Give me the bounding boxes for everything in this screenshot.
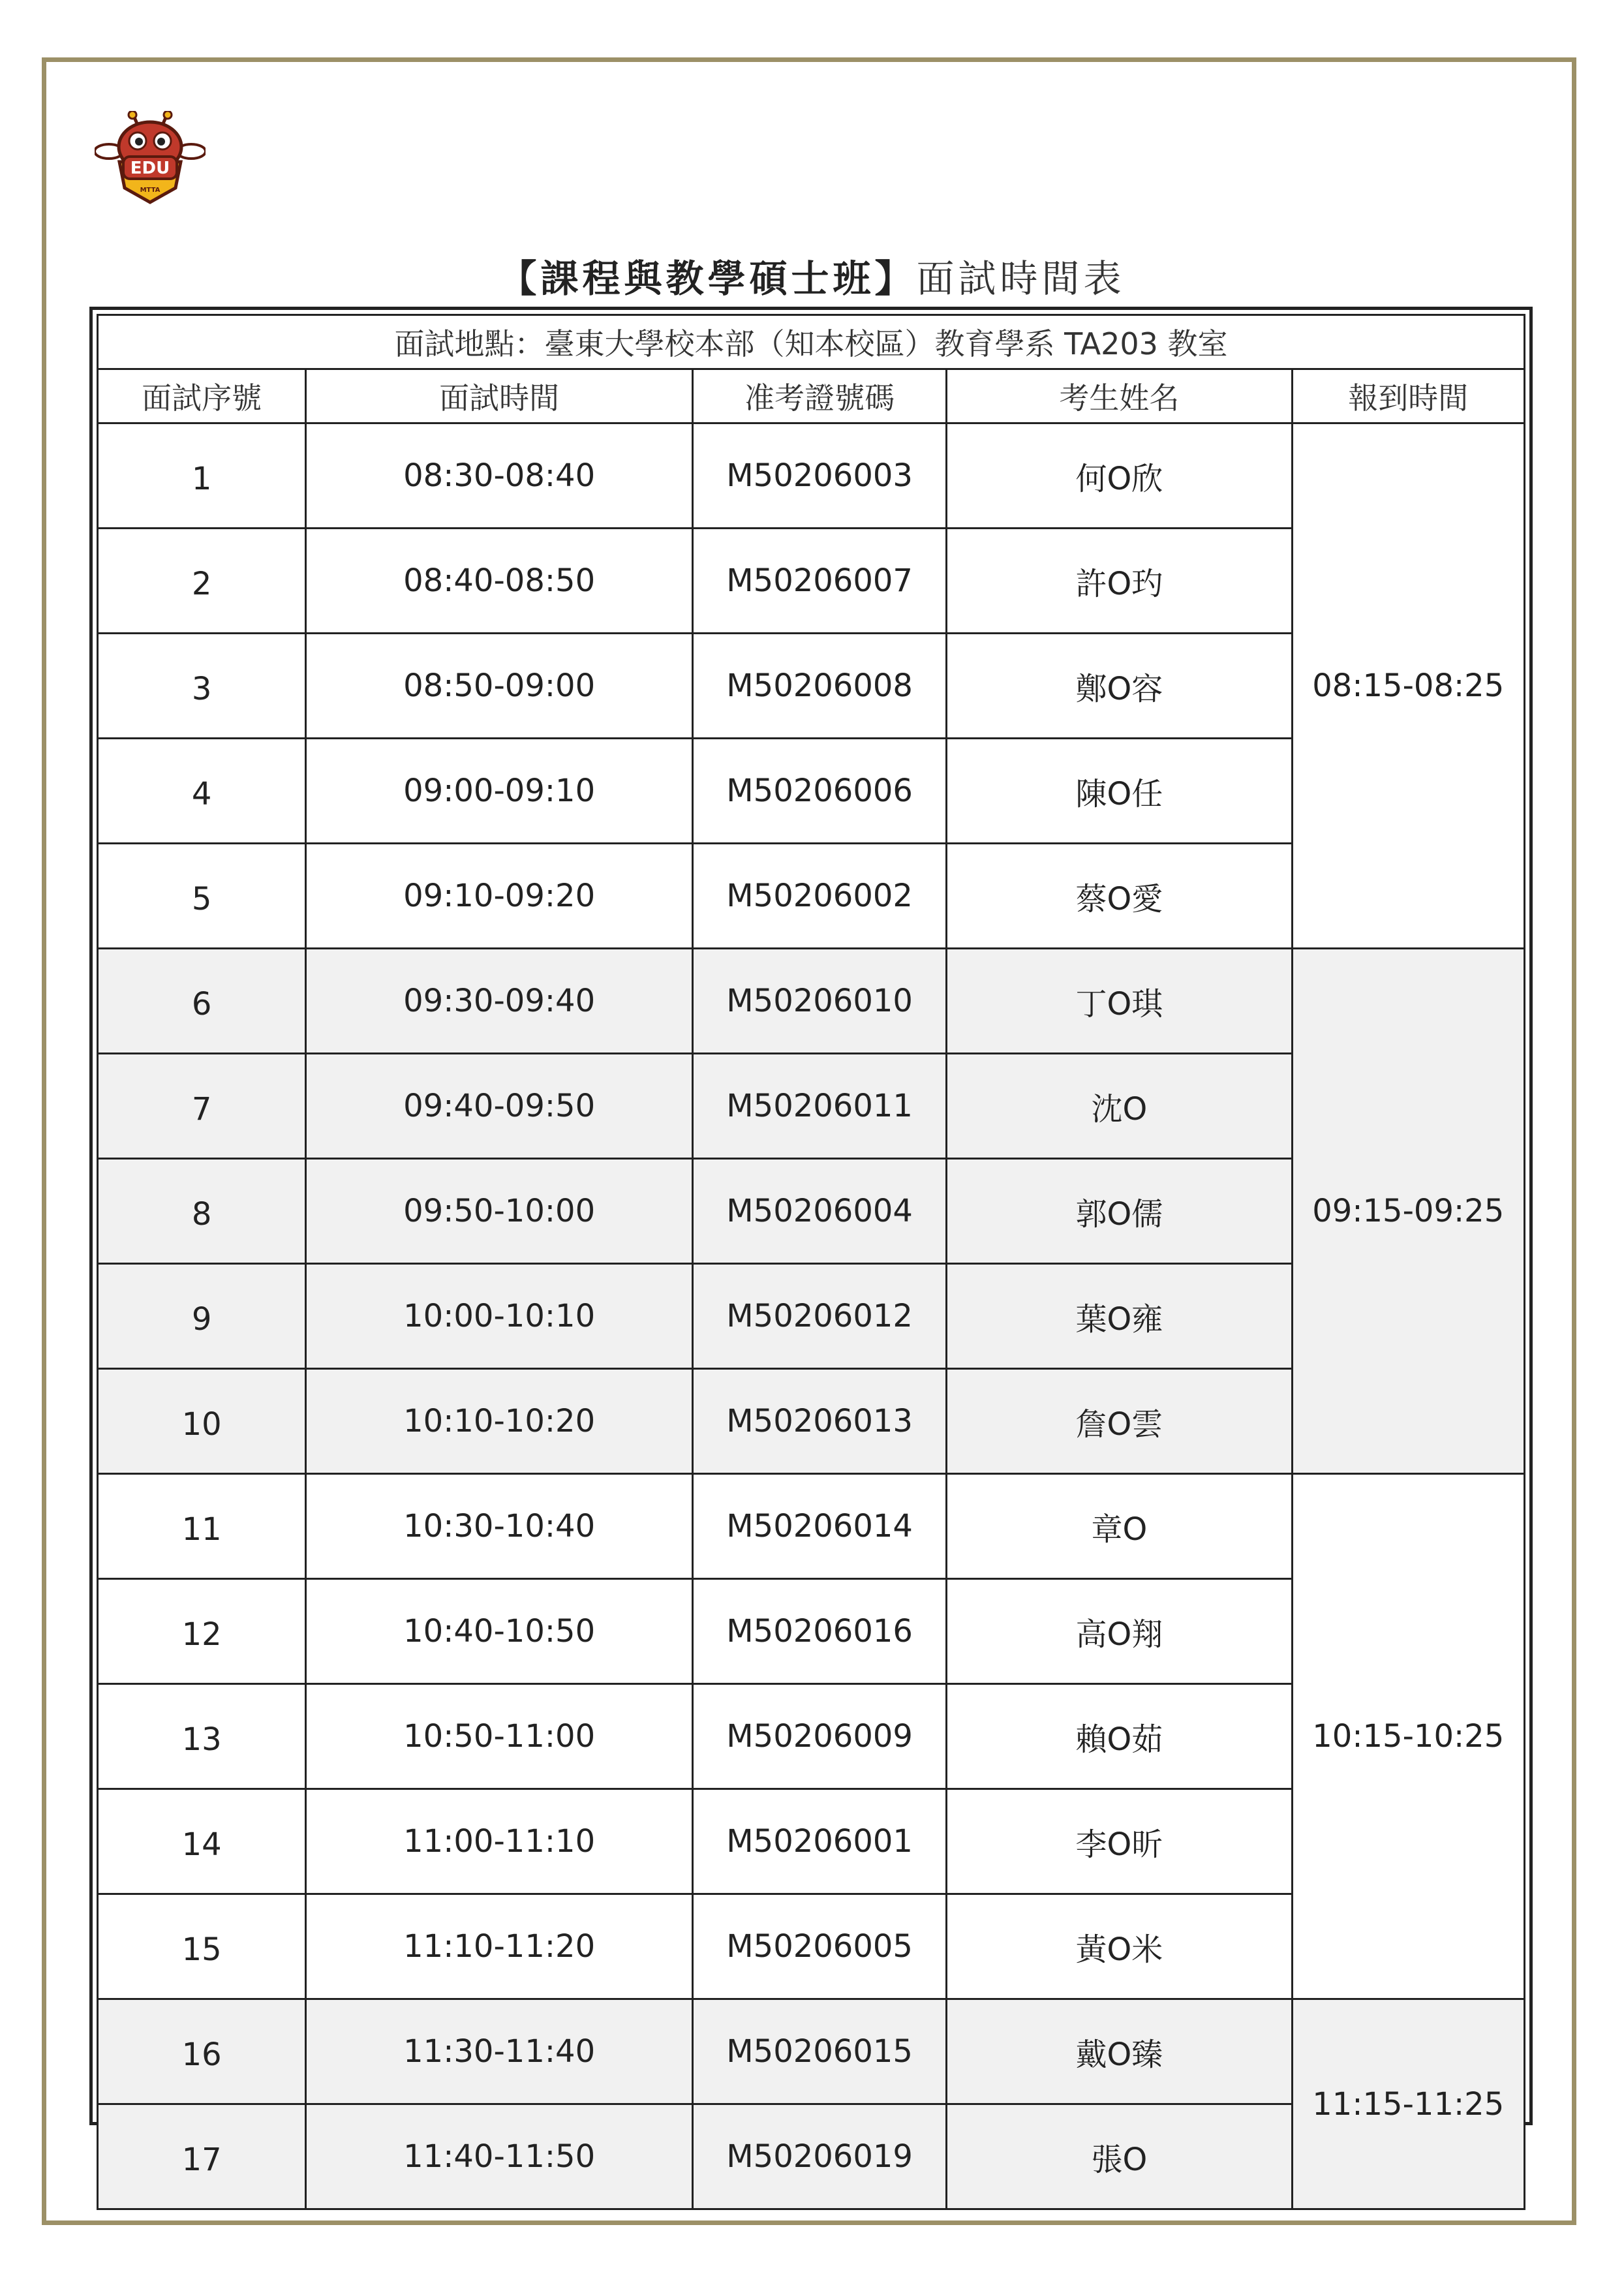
- row-candidate-name: 何O欣: [947, 423, 1292, 529]
- row-exam-id: M50206005: [692, 1894, 946, 1999]
- row-interview-time: 09:50-10:00: [306, 1159, 693, 1264]
- row-exam-id: M50206002: [692, 844, 946, 949]
- row-seq-number: 15: [98, 1894, 306, 1999]
- row-interview-time: 11:00-11:10: [306, 1789, 693, 1894]
- row-interview-time: 11:30-11:40: [306, 1999, 693, 2104]
- report-time-cell: 11:15-11:25: [1292, 1999, 1525, 2209]
- row-exam-id: M50206013: [692, 1369, 946, 1474]
- header-seq: 面試序號: [98, 369, 306, 423]
- row-candidate-name: 郭O儒: [947, 1159, 1292, 1264]
- header-time: 面試時間: [306, 369, 693, 423]
- header-name: 考生姓名: [947, 369, 1292, 423]
- row-interview-time: 09:00-09:10: [306, 739, 693, 844]
- row-candidate-name: 黃O米: [947, 1894, 1292, 1999]
- row-candidate-name: 章O: [947, 1474, 1292, 1579]
- row-seq-number: 6: [98, 949, 306, 1054]
- row-seq-number: 10: [98, 1369, 306, 1474]
- row-exam-id: M50206014: [692, 1474, 946, 1579]
- row-seq-number: 7: [98, 1054, 306, 1159]
- report-time-cell: 09:15-09:25: [1292, 949, 1525, 1474]
- interview-schedule-table: [97, 314, 1525, 2210]
- row-seq-number: 5: [98, 844, 306, 949]
- row-seq-number: 12: [98, 1579, 306, 1684]
- row-seq-number: 16: [98, 1999, 306, 2104]
- row-interview-time: 11:10-11:20: [306, 1894, 693, 1999]
- row-seq-number: 11: [98, 1474, 306, 1579]
- page-title: [0, 249, 1624, 308]
- row-interview-time: 10:40-10:50: [306, 1579, 693, 1684]
- svg-text:EDU: EDU: [130, 159, 170, 178]
- edu-bee-logo: [95, 111, 206, 209]
- row-seq-number: 2: [98, 529, 306, 634]
- row-candidate-name: 戴O臻: [947, 1999, 1292, 2104]
- row-candidate-name: 丁O琪: [947, 949, 1292, 1054]
- location-row: [98, 315, 1525, 369]
- row-exam-id: M50206007: [692, 529, 946, 634]
- row-interview-time: 10:10-10:20: [306, 1369, 693, 1474]
- row-candidate-name: 鄭O容: [947, 634, 1292, 739]
- row-interview-time: 10:00-10:10: [306, 1264, 693, 1369]
- table-row: [98, 423, 1525, 529]
- row-interview-time: 08:30-08:40: [306, 423, 693, 529]
- row-seq-number: 13: [98, 1684, 306, 1789]
- row-candidate-name: 賴O茹: [947, 1684, 1292, 1789]
- report-time-cell: 10:15-10:25: [1292, 1474, 1525, 1999]
- title-bracket-close: 】: [874, 256, 917, 301]
- schedule-table-wrapper: [89, 307, 1533, 2178]
- row-candidate-name: 許O玓: [947, 529, 1292, 634]
- row-exam-id: M50206015: [692, 1999, 946, 2104]
- row-candidate-name: 葉O雍: [947, 1264, 1292, 1369]
- table-row: [98, 1474, 1525, 1579]
- table-row: [98, 949, 1525, 1054]
- table-row: [98, 1999, 1525, 2104]
- header-exam-id: 准考證號碼: [692, 369, 946, 423]
- row-interview-time: 11:40-11:50: [306, 2104, 693, 2209]
- row-interview-time: 08:40-08:50: [306, 529, 693, 634]
- row-interview-time: 09:40-09:50: [306, 1054, 693, 1159]
- row-exam-id: M50206009: [692, 1684, 946, 1789]
- row-seq-number: 9: [98, 1264, 306, 1369]
- row-candidate-name: 蔡O愛: [947, 844, 1292, 949]
- row-seq-number: 14: [98, 1789, 306, 1894]
- title-program: 課程與教學碩士班: [540, 256, 875, 301]
- row-candidate-name: 張O: [947, 2104, 1292, 2209]
- row-exam-id: M50206003: [692, 423, 946, 529]
- row-exam-id: M50206016: [692, 1579, 946, 1684]
- row-candidate-name: 高O翔: [947, 1579, 1292, 1684]
- row-exam-id: M50206004: [692, 1159, 946, 1264]
- row-exam-id: M50206006: [692, 739, 946, 844]
- row-seq-number: 17: [98, 2104, 306, 2209]
- row-candidate-name: 李O昕: [947, 1789, 1292, 1894]
- row-seq-number: 1: [98, 423, 306, 529]
- row-exam-id: M50206011: [692, 1054, 946, 1159]
- row-exam-id: M50206012: [692, 1264, 946, 1369]
- title-bracket-open: 【: [498, 256, 541, 301]
- row-interview-time: 09:10-09:20: [306, 844, 693, 949]
- report-time-cell: 08:15-08:25: [1292, 423, 1525, 949]
- svg-text:MTTA: MTTA: [140, 187, 161, 194]
- row-interview-time: 08:50-09:00: [306, 634, 693, 739]
- row-candidate-name: 詹O雲: [947, 1369, 1292, 1474]
- row-exam-id: M50206008: [692, 634, 946, 739]
- row-exam-id: M50206001: [692, 1789, 946, 1894]
- row-candidate-name: 陳O任: [947, 739, 1292, 844]
- row-seq-number: 4: [98, 739, 306, 844]
- interview-location: 面試地點：臺東大學校本部（知本校區）教育學系 TA203 教室: [98, 315, 1525, 369]
- row-interview-time: 10:30-10:40: [306, 1474, 693, 1579]
- row-interview-time: 09:30-09:40: [306, 949, 693, 1054]
- row-exam-id: M50206019: [692, 2104, 946, 2209]
- title-schedule: 面試時間表: [916, 256, 1126, 301]
- row-interview-time: 10:50-11:00: [306, 1684, 693, 1789]
- header-report-time: 報到時間: [1292, 369, 1525, 423]
- row-seq-number: 3: [98, 634, 306, 739]
- header-row: [98, 369, 1525, 423]
- row-candidate-name: 沈O: [947, 1054, 1292, 1159]
- row-seq-number: 8: [98, 1159, 306, 1264]
- row-exam-id: M50206010: [692, 949, 946, 1054]
